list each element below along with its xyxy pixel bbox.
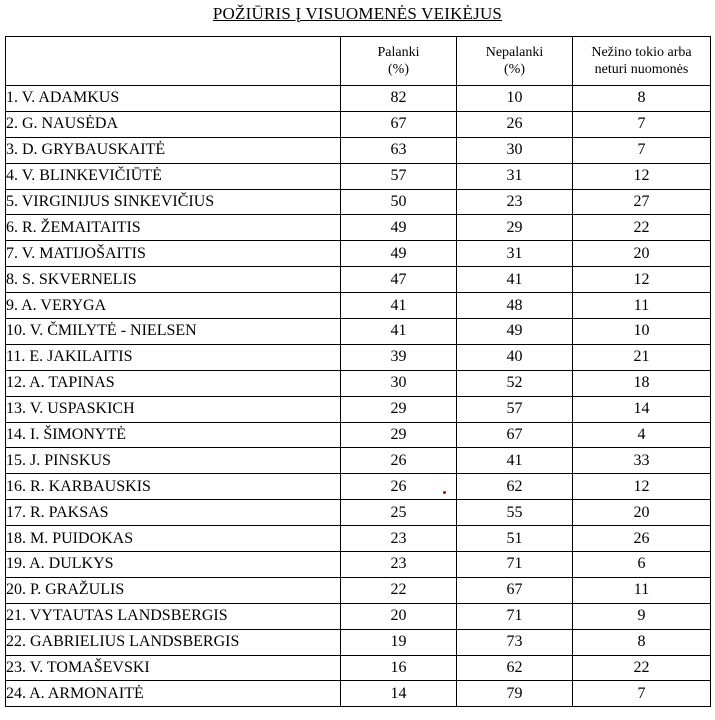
row-unknown: 8 <box>573 86 711 112</box>
row-name: 3. D. GRYBAUSKAITĖ <box>6 137 341 163</box>
row-name: 5. VIRGINIJUS SINKEVIČIUS <box>6 189 341 215</box>
row-unknown: 26 <box>573 526 711 552</box>
table-row <box>6 552 711 578</box>
row-favorable: 26 <box>341 474 457 500</box>
row-favorable: 14 <box>341 681 457 707</box>
row-name: 1. V. ADAMKUS <box>6 86 341 112</box>
row-favorable: 39 <box>341 344 457 370</box>
row-unfavorable: 48 <box>457 293 573 319</box>
row-unfavorable: 49 <box>457 319 573 345</box>
table-body <box>6 86 711 707</box>
row-favorable: 29 <box>341 422 457 448</box>
row-name: 20. P. GRAŽULIS <box>6 577 341 603</box>
row-name: 2. G. NAUSĖDA <box>6 111 341 137</box>
row-unknown: 12 <box>573 163 711 189</box>
row-unknown: 7 <box>573 137 711 163</box>
row-name: 8. S. SKVERNELIS <box>6 267 341 293</box>
row-unfavorable: 26 <box>457 111 573 137</box>
row-unfavorable: 71 <box>457 552 573 578</box>
row-unfavorable: 31 <box>457 163 573 189</box>
row-unfavorable: 55 <box>457 500 573 526</box>
table-row <box>6 86 711 112</box>
row-name: 10. V. ČMILYTĖ - NIELSEN <box>6 319 341 345</box>
row-unfavorable: 10 <box>457 86 573 112</box>
row-name: 12. A. TAPINAS <box>6 370 341 396</box>
table-row <box>6 344 711 370</box>
row-unknown: 8 <box>573 629 711 655</box>
row-unknown: 9 <box>573 603 711 629</box>
row-unknown: 27 <box>573 189 711 215</box>
row-unfavorable: 41 <box>457 267 573 293</box>
row-unknown: 20 <box>573 241 711 267</box>
row-favorable: 47 <box>341 267 457 293</box>
row-favorable: 50 <box>341 189 457 215</box>
row-favorable: 57 <box>341 163 457 189</box>
row-unknown: 22 <box>573 655 711 681</box>
header-favorable: Palanki (%) <box>341 37 457 86</box>
row-unfavorable: 57 <box>457 396 573 422</box>
row-unknown: 22 <box>573 215 711 241</box>
header-unfavorable: Nepalanki (%) <box>457 37 573 86</box>
row-unknown: 18 <box>573 370 711 396</box>
row-unfavorable: 29 <box>457 215 573 241</box>
row-name: 13. V. USPASKICH <box>6 396 341 422</box>
table-row <box>6 448 711 474</box>
stray-red-dot <box>443 491 446 494</box>
row-name: 22. GABRIELIUS LANDSBERGIS <box>6 629 341 655</box>
row-unfavorable: 71 <box>457 603 573 629</box>
table-row <box>6 215 711 241</box>
row-unknown: 20 <box>573 500 711 526</box>
table-row <box>6 163 711 189</box>
row-favorable: 41 <box>341 319 457 345</box>
row-favorable: 23 <box>341 552 457 578</box>
row-unknown: 4 <box>573 422 711 448</box>
row-unknown: 11 <box>573 577 711 603</box>
header-unknown: Nežino tokio arba neturi nuomonės <box>573 37 711 86</box>
row-unknown: 10 <box>573 319 711 345</box>
row-unfavorable: 40 <box>457 344 573 370</box>
table-row <box>6 681 711 707</box>
header-name <box>6 37 341 86</box>
row-unfavorable: 23 <box>457 189 573 215</box>
table-row <box>6 422 711 448</box>
row-unfavorable: 67 <box>457 422 573 448</box>
row-name: 19. A. DULKYS <box>6 552 341 578</box>
row-name: 18. M. PUIDOKAS <box>6 526 341 552</box>
row-favorable: 67 <box>341 111 457 137</box>
row-favorable: 82 <box>341 86 457 112</box>
row-unfavorable: 67 <box>457 577 573 603</box>
row-name: 17. R. PAKSAS <box>6 500 341 526</box>
row-name: 21. VYTAUTAS LANDSBERGIS <box>6 603 341 629</box>
row-unfavorable: 41 <box>457 448 573 474</box>
row-unfavorable: 52 <box>457 370 573 396</box>
row-name: 15. J. PINSKUS <box>6 448 341 474</box>
row-unfavorable: 62 <box>457 655 573 681</box>
row-unfavorable: 62 <box>457 474 573 500</box>
row-unknown: 7 <box>573 681 711 707</box>
row-favorable: 63 <box>341 137 457 163</box>
row-unfavorable: 31 <box>457 241 573 267</box>
table-row <box>6 474 711 500</box>
row-unknown: 11 <box>573 293 711 319</box>
row-name: 16. R. KARBAUSKIS <box>6 474 341 500</box>
row-unknown: 14 <box>573 396 711 422</box>
table-row <box>6 293 711 319</box>
row-unknown: 12 <box>573 267 711 293</box>
row-favorable: 49 <box>341 215 457 241</box>
table-header-row <box>6 37 711 86</box>
row-name: 24. A. ARMONAITĖ <box>6 681 341 707</box>
row-favorable: 29 <box>341 396 457 422</box>
table-row <box>6 241 711 267</box>
row-unknown: 6 <box>573 552 711 578</box>
table-row <box>6 500 711 526</box>
table-row <box>6 396 711 422</box>
row-name: 7. V. MATIJOŠAITIS <box>6 241 341 267</box>
row-name: 11. E. JAKILAITIS <box>6 344 341 370</box>
table-row <box>6 370 711 396</box>
row-name: 4. V. BLINKEVIČIŪTĖ <box>6 163 341 189</box>
opinion-table <box>5 36 711 707</box>
row-favorable: 26 <box>341 448 457 474</box>
row-unfavorable: 79 <box>457 681 573 707</box>
row-name: 14. I. ŠIMONYTĖ <box>6 422 341 448</box>
table-row <box>6 655 711 681</box>
row-favorable: 20 <box>341 603 457 629</box>
row-unfavorable: 30 <box>457 137 573 163</box>
row-favorable: 19 <box>341 629 457 655</box>
table-row <box>6 137 711 163</box>
row-name: 9. A. VERYGA <box>6 293 341 319</box>
row-favorable: 25 <box>341 500 457 526</box>
row-unknown: 12 <box>573 474 711 500</box>
row-unfavorable: 51 <box>457 526 573 552</box>
row-unknown: 7 <box>573 111 711 137</box>
table-row <box>6 111 711 137</box>
table-row <box>6 526 711 552</box>
table-row <box>6 319 711 345</box>
document-title: POŽIŪRIS Į VISUOMENĖS VEIKĖJUS <box>212 4 503 23</box>
table-row <box>6 603 711 629</box>
row-name: 6. R. ŽEMAITAITIS <box>6 215 341 241</box>
row-favorable: 16 <box>341 655 457 681</box>
row-unknown: 33 <box>573 448 711 474</box>
row-unknown: 21 <box>573 344 711 370</box>
row-unfavorable: 73 <box>457 629 573 655</box>
row-favorable: 49 <box>341 241 457 267</box>
table-row <box>6 577 711 603</box>
row-favorable: 22 <box>341 577 457 603</box>
row-favorable: 23 <box>341 526 457 552</box>
table-row <box>6 189 711 215</box>
row-favorable: 41 <box>341 293 457 319</box>
table-row <box>6 629 711 655</box>
row-name: 23. V. TOMAŠEVSKI <box>6 655 341 681</box>
table-row <box>6 267 711 293</box>
row-favorable: 30 <box>341 370 457 396</box>
